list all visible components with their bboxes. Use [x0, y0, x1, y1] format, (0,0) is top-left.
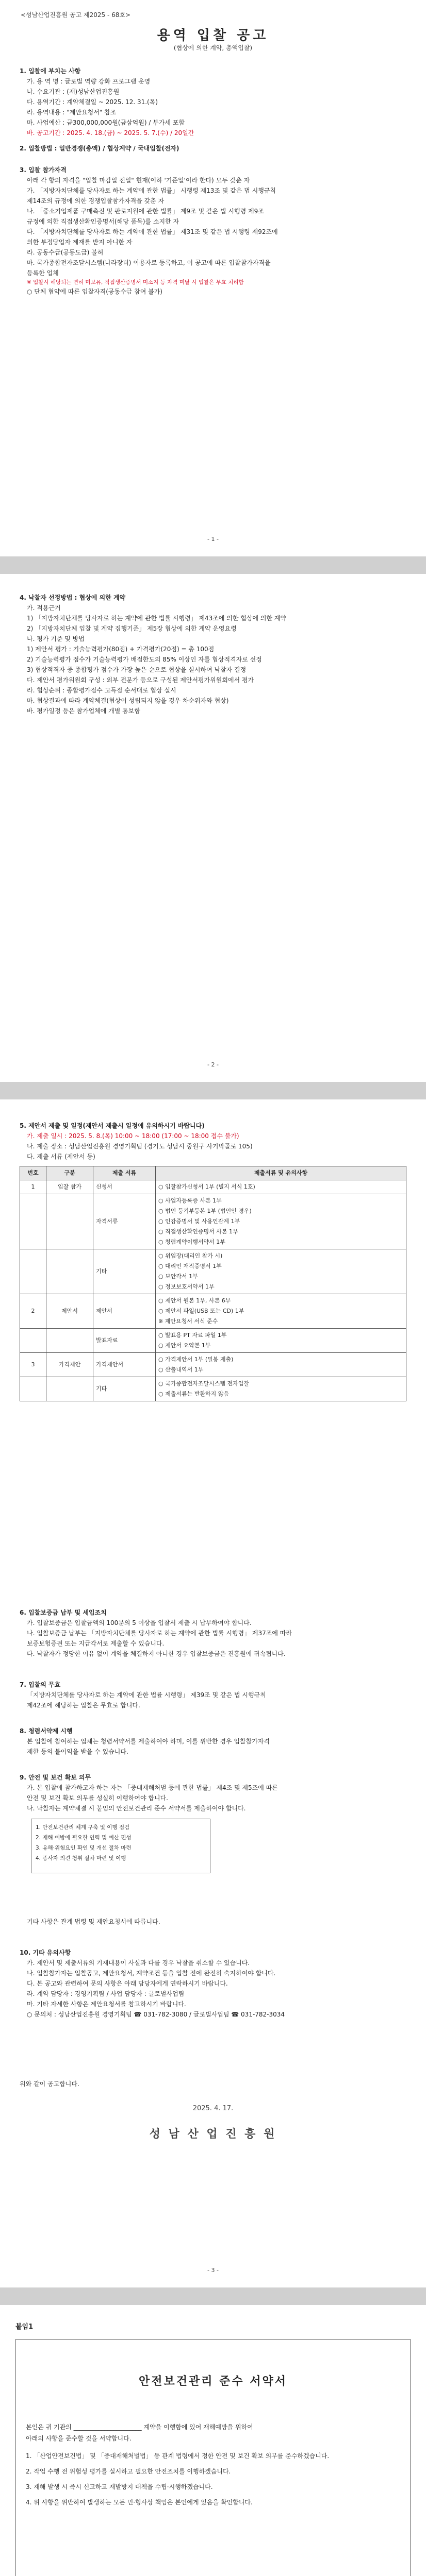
- section-title: 10. 기타 유의사항: [20, 1949, 71, 1956]
- section-title: 2. 입찰방법 : 일반경쟁(총액) / 협상계약 / 국내입찰(전자): [20, 145, 179, 152]
- section-submission: [20, 1121, 406, 1401]
- table-cell: [46, 1194, 93, 1249]
- section-bid-items: [20, 66, 406, 138]
- organization-name: 성 남 산 업 진 흥 원: [149, 2128, 277, 2141]
- table-row: [20, 1353, 406, 1377]
- table-cell: [46, 1377, 93, 1401]
- page-subtitle: (협상에 의한 계약, 총액입찰): [173, 44, 253, 52]
- section-line: 3) 협상적격자 중 종합평가 점수가 가장 높은 순으로 협상을 실시하여 낙찰자 결정: [27, 666, 247, 673]
- section-line: 라. 공동수급(공동도급) 불허: [27, 249, 104, 256]
- section-line: 「지방자치단체를 당사자로 하는 계약에 관한 법률 시행령」 제39조 및 같은 법 시행규칙: [27, 1691, 266, 1699]
- section-contact: ○ 문의처 : 성남산업진흥원 경영기획팀 ☎ 031-782-3080 / 글로벌사업팀 ☎ 031-782-3034: [27, 2011, 285, 2018]
- table-cell: 신청서: [93, 1180, 156, 1194]
- section-line: 본 입찰에 참여하는 업체는 청렴서약서를 제출하여야 하며, 이를 위반한 경우 입찰참가자격: [27, 1738, 270, 1745]
- table-cell: ○ 사업자등록증 사본 1부 ○ 법인 등기부등본 1부 (법인인 경우) ○ 인감증명서 및 사용인감계 1부 ○ 직접생산확인증명서 사본 1부 ○ 청렴계약이행서약서 1부: [156, 1194, 406, 1249]
- section-line: 1) 「지방자치단체를 당사자로 하는 계약에 관한 법률 시행령」 제43조에 의한 협상에 의한 계약: [27, 615, 287, 622]
- section-line: 나. 입찰참가자는 입찰공고, 제안요청서, 계약조건 등을 입찰 전에 완전히 숙지하여야 합니다.: [27, 1970, 276, 1977]
- note-line: 3. 유해·위험요인 확인 및 개선 절차 마련: [36, 1845, 132, 1851]
- section-line: 나. 수요기관 : (재)성남산업진흥원: [27, 88, 120, 95]
- section-line: 의한 부정당업자 제재를 받지 아니한 자: [27, 239, 133, 246]
- section-line: 기타 사항은 관계 법령 및 제안요청서에 따릅니다.: [27, 1918, 160, 1925]
- annex-paragraph: 3. 재해 발생 시 즉시 신고하고 재발방지 대책을 수립·시행하겠습니다.: [26, 2483, 213, 2490]
- section-line: 나. 제출 장소 : 성남산업진흥원 경영기획팀 (경기도 성남시 중원구 사기막골로 105): [27, 1143, 253, 1150]
- section-line: 가. 용 역 명 : 글로벌 역량 강화 프로그램 운영: [27, 78, 151, 85]
- section-line: 제42조에 해당하는 입찰은 무효로 합니다.: [27, 1702, 140, 1709]
- document-reference: <성남산업진흥원 공고 제2025 - 68호>: [21, 11, 131, 19]
- section-line: 마. 사업예산 : 금300,000,000원(금삼억원) / 부가세 포함: [27, 119, 185, 126]
- section-safety: [20, 1772, 406, 1814]
- section-line: 규정에 의한 직접생산확인증명서(해당 품목)를 소지한 자: [27, 218, 179, 225]
- table-row: [20, 1377, 406, 1401]
- table-row: [20, 1180, 406, 1194]
- note-line: 4. 종사자 의견 청취 절차 마련 및 이행: [36, 1855, 126, 1861]
- section-line: 나. 평가 기준 및 방법: [27, 635, 85, 642]
- section-title: 7. 입찰의 무효: [20, 1681, 61, 1688]
- section-line: 다. 낙찰자가 정당한 이유 없이 계약을 체결하지 아니한 경우 입찰보증금은 진흥원에 귀속됩니다.: [27, 1650, 286, 1657]
- table-cell: ○ 국가종합전자조달시스템 전자입찰 ○ 제출서류는 반환하지 않음: [156, 1377, 406, 1401]
- section-line-highlight: 가. 제출 일시 : 2025. 5. 8.(목) 10:00 ~ 18:00 (17:00 ~ 18:00 접수 불가): [27, 1132, 239, 1140]
- table-cell: [46, 1329, 93, 1353]
- page-number: - 3 -: [207, 2267, 219, 2274]
- section-line: 제한 등의 불이익을 받을 수 있습니다.: [27, 1748, 128, 1755]
- table-cell: [20, 1329, 46, 1353]
- section-line: 라. 협상순위 : 종합평가점수 고득점 순서대로 협상 실시: [27, 687, 176, 694]
- annex-title: 안전보건관리 준수 서약서: [138, 2375, 288, 2388]
- table-cell: [20, 1377, 46, 1401]
- section-line: 안전 및 보건 확보 의무를 성실히 이행하여야 합니다.: [27, 1794, 168, 1802]
- table-cell: ○ 제안서 원본 1부, 사본 6부 ○ 제안서 파일(USB 또는 CD) 1부 ※ 제안요청서 서식 준수: [156, 1294, 406, 1329]
- page-divider: [0, 1082, 426, 1099]
- section-title: 1. 입찰에 부치는 사항: [20, 67, 81, 75]
- section-line: 라. 계약 담당자 : 경영기획팀 / 사업 담당자 : 글로벌사업팀: [27, 1990, 185, 1997]
- section-line: 제14조의 규정에 의한 경쟁입찰참가자격을 갖춘 자: [27, 197, 165, 205]
- table-cell: 가격제안: [46, 1353, 93, 1377]
- closing-date: 2025. 4. 17.: [192, 2105, 234, 2112]
- section-line: 가. 입찰보증금은 입찰금액의 100분의 5 이상을 입찰서 제출 시 납부하여야 합니다.: [27, 1619, 252, 1626]
- table-row: [20, 1194, 406, 1249]
- section-line: 다. 본 공고와 관련하여 문의 사항은 아래 담당자에게 연락하시기 바랍니다.: [27, 1980, 228, 1987]
- section-line: 1) 제안서 평가 : 기술능력평가(80점) + 가격평가(20점) = 총 100점: [27, 646, 215, 653]
- section-line: 마. 기타 자세한 사항은 제안요청서를 참고하시기 바랍니다.: [27, 2001, 186, 2008]
- page-number: - 1 -: [207, 536, 219, 543]
- section-line: 가. 본 입찰에 참가하고자 하는 자는 「중대재해처벌 등에 관한 법률」 제4조 및 제5조에 따른: [27, 1784, 278, 1791]
- annex-paragraph: 4. 위 사항을 위반하여 발생하는 모든 민·형사상 책임은 본인에게 있음을 확인합니다.: [26, 2499, 253, 2506]
- table-cell: [20, 1194, 46, 1249]
- section-title: 8. 청렴서약제 시행: [20, 1727, 73, 1735]
- table-cell: 발표자료: [93, 1329, 156, 1353]
- page-number: - 2 -: [207, 1061, 219, 1068]
- page-title: 용역 입찰 공고: [157, 28, 269, 43]
- section-line: 라. 용역내용 : "제안요청서" 참조: [27, 109, 117, 116]
- section-title: 5. 제안서 제출 및 일정(제안서 제출시 일정에 유의하시기 바랍니다): [20, 1122, 205, 1129]
- annex-paragraph: 1. 「산업안전보건법」 및 「중대재해처벌법」 등 관계 법령에서 정한 안전 및 보건 확보 의무를 준수하겠습니다.: [26, 2452, 330, 2460]
- table-cell: 3: [20, 1353, 46, 1377]
- section-line-highlight: 바. 공고기간 : 2025. 4. 18.(금) ~ 2025. 5. 7.(수) / 20일간: [27, 129, 194, 137]
- section-line: 가. 「지방자치단체를 당사자로 하는 계약에 관한 법률」 시행령 제13조 및 같은 법 시행규칙: [27, 187, 276, 194]
- section-selection: [20, 592, 406, 716]
- table-cell: 1: [20, 1180, 46, 1194]
- table-header: 제출서류 및 유의사항: [156, 1166, 406, 1180]
- table-cell: [20, 1249, 46, 1294]
- annex-paragraph: 아래의 사항을 준수할 것을 서약합니다.: [26, 2435, 132, 2442]
- section-integrity: [20, 1726, 406, 1757]
- table-cell: ○ 입찰참가신청서 1부 (별지 서식 1호): [156, 1180, 406, 1194]
- note-line: 1. 안전보건관리 체계 구축 및 이행 점검: [36, 1824, 130, 1831]
- table-cell: 입찰 참가: [46, 1180, 93, 1194]
- section-notes: [20, 1947, 406, 2020]
- table-row: [20, 1249, 406, 1294]
- section-line: 다. 용역기간 : 계약체결일 ~ 2025. 12. 31.(목): [27, 98, 158, 106]
- table-cell: 기타: [93, 1377, 156, 1401]
- table-cell: ○ 발표용 PT 자료 파일 1부 ○ 제안서 요약본 1부: [156, 1329, 406, 1353]
- annex-paragraph: 본인은 귀 기관의 ______________________ 계약을 이행함에 있어 재해예방을 위하여: [26, 2424, 253, 2431]
- table-cell: ○ 가격제안서 1부 (밀봉 제출) ○ 산출내역서 1부: [156, 1353, 406, 1377]
- closing-intro: [20, 2079, 406, 2089]
- section-title: 4. 낙찰자 선정방법 : 협상에 의한 계약: [20, 594, 126, 601]
- section-line: 마. 협상결과에 따라 계약체결(협상이 성립되지 않을 경우 차순위자와 협상): [27, 697, 229, 704]
- section-title: 9. 안전 및 보건 확보 의무: [20, 1774, 91, 1781]
- section-notice: ※ 입찰시 해당되는 면허 미보유, 직접생산증명서 미소지 등 자격 미달 시 입찰은 무효 처리함: [27, 279, 244, 285]
- section-line: 나. 「중소기업제품 구매촉진 및 판로지원에 관한 법률」 제9조 및 같은 법 시행령 제9조: [27, 208, 264, 215]
- closing-text: 위와 같이 공고합니다.: [20, 2080, 79, 2088]
- table-cell: ○ 위임장(대리인 참가 시) ○ 대리인 재직증명서 1부 ○ 보안각서 1부 ○ 정보보호서약서 1부: [156, 1249, 406, 1294]
- section-line: 나. 낙찰자는 계약체결 시 붙임의 안전보건관리 준수 서약서를 제출하여야 합니다.: [27, 1805, 246, 1812]
- section-line: 다. 「지방자치단체를 당사자로 하는 계약에 관한 법률」 제31조 및 같은 법 시행령 제92조에: [27, 228, 278, 235]
- annex-paragraph: 2. 작업 수행 전 위험성 평가를 실시하고 필요한 안전조치를 이행하겠습니다.: [26, 2468, 231, 2475]
- section-footnote: ○ 단체 협약에 따른 입찰자격(공동수급 참여 불가): [27, 288, 162, 295]
- section-bid-method: [20, 143, 406, 154]
- table-row: [20, 1294, 406, 1329]
- table-cell: 기타: [93, 1249, 156, 1294]
- section-line: 등록한 업체: [27, 269, 59, 277]
- annex-label: 붙임1: [15, 2323, 34, 2331]
- section-line: 가. 적용근거: [27, 604, 61, 612]
- table-row: [20, 1329, 406, 1353]
- table-header: 제출 서류: [93, 1166, 156, 1180]
- table-header: 번호: [20, 1166, 46, 1180]
- page-divider: [0, 556, 426, 574]
- section-invalid-bids: [20, 1680, 406, 1710]
- table-cell: 제안서: [93, 1294, 156, 1329]
- section-line: 마. 국가종합전자조달시스템(나라장터) 이용자로 등록하고, 이 공고에 따른 입찰참가자격을: [27, 259, 271, 266]
- note-line: 2. 재해 예방에 필요한 인력 및 예산 편성: [36, 1835, 132, 1841]
- table-header: 구분: [46, 1166, 93, 1180]
- safety-trailing: [20, 1917, 406, 1927]
- section-line: 다. 제출 서류 (제안서 등): [27, 1153, 95, 1160]
- annex-body: [26, 2421, 397, 2508]
- submission-table: [20, 1166, 406, 1401]
- section-line: 2) 「지방자치단체 입찰 및 계약 집행기준」 제5장 협상에 의한 계약 운영요령: [27, 625, 237, 632]
- section-title: 3. 입찰 참가자격: [20, 166, 67, 174]
- table-cell: 2: [20, 1294, 46, 1329]
- table-cell: 가격제안서: [93, 1353, 156, 1377]
- table-cell: [46, 1249, 93, 1294]
- table-cell: 자격서류: [93, 1194, 156, 1249]
- section-deposit: [20, 1607, 406, 1659]
- section-line: 아래 각 항의 자격을 "입찰 마감일 전일" 현재(이하 '기준일'이라 한다) 모두 갖춘 자: [27, 177, 250, 184]
- section-line: 가. 제안서 및 제출서류의 기재내용이 사실과 다를 경우 낙찰을 취소할 수 있습니다.: [27, 1959, 250, 1967]
- table-cell: 제안서: [46, 1294, 93, 1329]
- section-line: 나. 입찰보증금 납부는 「지방자치단체를 당사자로 하는 계약에 관한 법률 시행령」 제37조에 따라: [27, 1630, 292, 1637]
- section-line: 보증보험증권 또는 지급각서로 제출할 수 있습니다.: [27, 1640, 165, 1647]
- section-title: 6. 입찰보증금 납부 및 세입조치: [20, 1609, 107, 1616]
- section-line: 다. 제안서 평가위원회 구성 : 외부 전문가 등으로 구성된 제안서평가위원회에서 평가: [27, 676, 254, 684]
- section-line: 바. 평가일정 등은 참가업체에 개별 통보함: [27, 707, 140, 715]
- section-line: 2) 기술능력평가 점수가 기술능력평가 배점한도의 85% 이상인 자를 협상적격자로 선정: [27, 656, 262, 663]
- section-eligibility: [20, 165, 406, 297]
- safety-note-box: [31, 1819, 210, 1873]
- page-divider: [0, 2287, 426, 2305]
